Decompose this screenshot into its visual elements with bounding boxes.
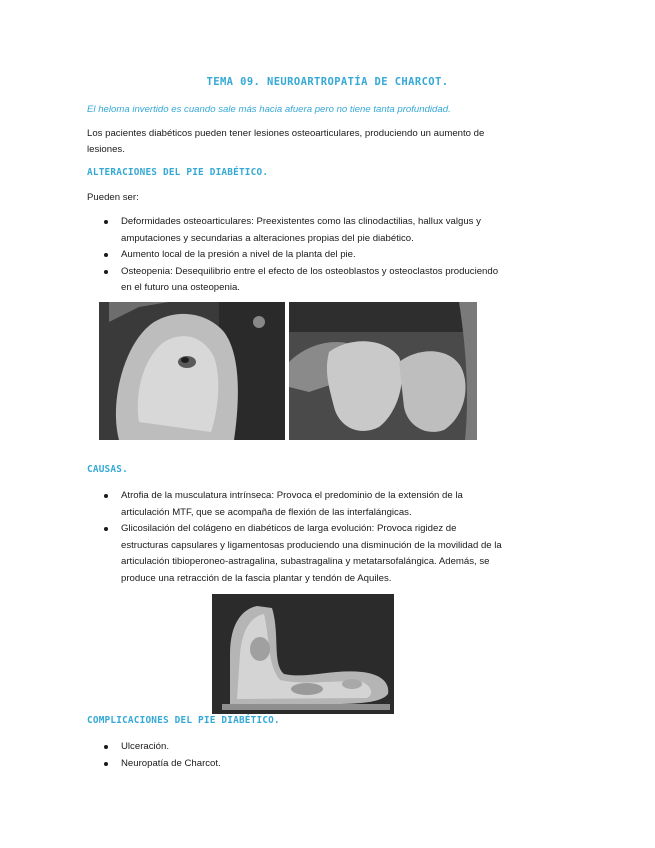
heading-complicaciones: COMPLICACIONES DEL PIE DIABÉTICO. xyxy=(87,715,280,726)
intro-note: El heloma invertido es cuando sale más hacia afuera pero no tiene tanta profundidad. xyxy=(87,104,451,115)
list-item: Atrofia de la musculatura intrínseca: Provoca el predominio de la extensión de la articulación MTF, que se acompaña de flexión de las interfalángicas. xyxy=(104,488,504,521)
heading-alteraciones: ALTERACIONES DEL PIE DIABÉTICO. xyxy=(87,167,269,178)
plantar-ulcer-photo xyxy=(99,302,285,440)
causas-list xyxy=(104,488,504,587)
list-item: Aumento local de la presión a nivel de la planta del pie. xyxy=(104,247,504,264)
list-item: Neuropatía de Charcot. xyxy=(104,756,504,773)
list-item: Glicosilación del colágeno en diabéticos de larga evolución: Provoca rigidez de estructuras capsulares y ligamentosas produciendo una disminución de la movilidad de la articulación tibioperoneo-astragalina, subastragalina y metatarsofalángica. Además, se produce una retracción de la fascia plantar y tendón de Aquiles. xyxy=(104,521,504,587)
foot-model-photo xyxy=(212,594,394,714)
alteraciones-lead: Pueden ser: xyxy=(87,192,139,203)
list-item: Osteopenia: Desequilibrio entre el efecto de los osteoblastos y osteoclastos produciendo en el futuro una osteopenia. xyxy=(104,264,504,297)
alteraciones-list xyxy=(104,214,504,297)
list-item: Ulceración. xyxy=(104,739,504,756)
page-title: TEMA 09. NEUROARTROPATÍA DE CHARCOT. xyxy=(206,76,449,88)
complicaciones-list xyxy=(104,739,504,772)
intro-paragraph: Los pacientes diabéticos pueden tener lesiones osteoarticulares, produciendo un aumento de lesiones. xyxy=(87,128,485,155)
foot-deformity-photo xyxy=(289,302,477,440)
heading-causas: CAUSAS. xyxy=(87,464,128,475)
list-item: Deformidades osteoarticulares: Preexistentes como las clinodactilias, hallux valgus y amputaciones y secundarias a alteraciones propias del pie diabético. xyxy=(104,214,504,247)
